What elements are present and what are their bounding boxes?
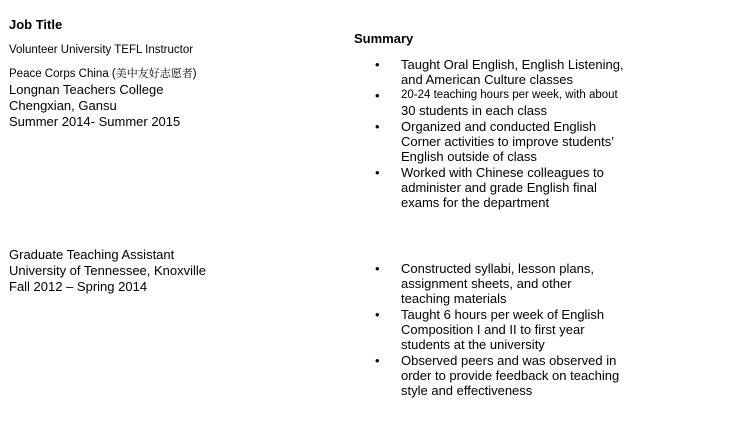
job1-organization [9, 66, 197, 82]
list-item [375, 307, 619, 352]
job1-location: Chengxian, Gansu [9, 98, 117, 113]
list-item [375, 165, 624, 210]
bullet-line: order to provide feedback on teaching [401, 368, 620, 383]
job2-bullet-list [375, 261, 619, 398]
bullet-line: • 20-24 teaching hours per week, with about [401, 89, 618, 101]
list-item [375, 88, 624, 118]
job1-org-chinese: 美中友好志愿者 [115, 67, 193, 80]
bullet-line: 30 students in each class [401, 103, 547, 118]
bullet-line: • Worked with Chinese colleagues to [401, 165, 604, 180]
bullet-line: • Organized and conducted English [401, 119, 597, 134]
job2-title: Graduate Teaching Assistant [9, 247, 175, 262]
job1-dates: Summer 2014- Summer 2015 [9, 114, 181, 129]
job1-org-prefix: Peace Corps China ( [9, 68, 116, 80]
job2-dates: Fall 2012 – Spring 2014 [9, 279, 148, 294]
bullet-line: students at the university [401, 337, 545, 352]
bullet-line: Corner activities to improve students’ [401, 134, 615, 149]
job1-org-suffix: ) [192, 68, 197, 80]
bullet-line: • Taught 6 hours per week of English [401, 307, 605, 322]
job1-school: Longnan Teachers College [9, 82, 164, 97]
summary-heading: Summary [354, 31, 414, 46]
bullet-line: • Constructed syllabi, lesson plans, [401, 261, 594, 276]
bullet-line: administer and grade English final [401, 180, 597, 195]
job2-organization: University of Tennessee, Knoxville [9, 263, 207, 278]
bullet-line: • Observed peers and was observed in [401, 353, 617, 368]
bullet-line: Composition I and II to first year [401, 322, 585, 337]
bullet-line: style and effectiveness [401, 383, 533, 398]
list-item [375, 119, 624, 164]
list-item [375, 261, 619, 306]
job1-title: Volunteer University TEFL Instructor [9, 44, 194, 56]
bullet-line: • Taught Oral English, English Listening, [401, 57, 624, 72]
list-item [375, 353, 619, 398]
bullet-line: teaching materials [401, 291, 507, 306]
bullet-line: exams for the department [401, 195, 550, 210]
job-title-heading: Job Title [9, 17, 63, 32]
bullet-line: assignment sheets, and other [401, 276, 572, 291]
job1-bullet-list [375, 57, 624, 210]
bullet-line: English outside of class [401, 149, 537, 164]
bullet-line: and American Culture classes [401, 72, 573, 87]
list-item [375, 57, 624, 87]
